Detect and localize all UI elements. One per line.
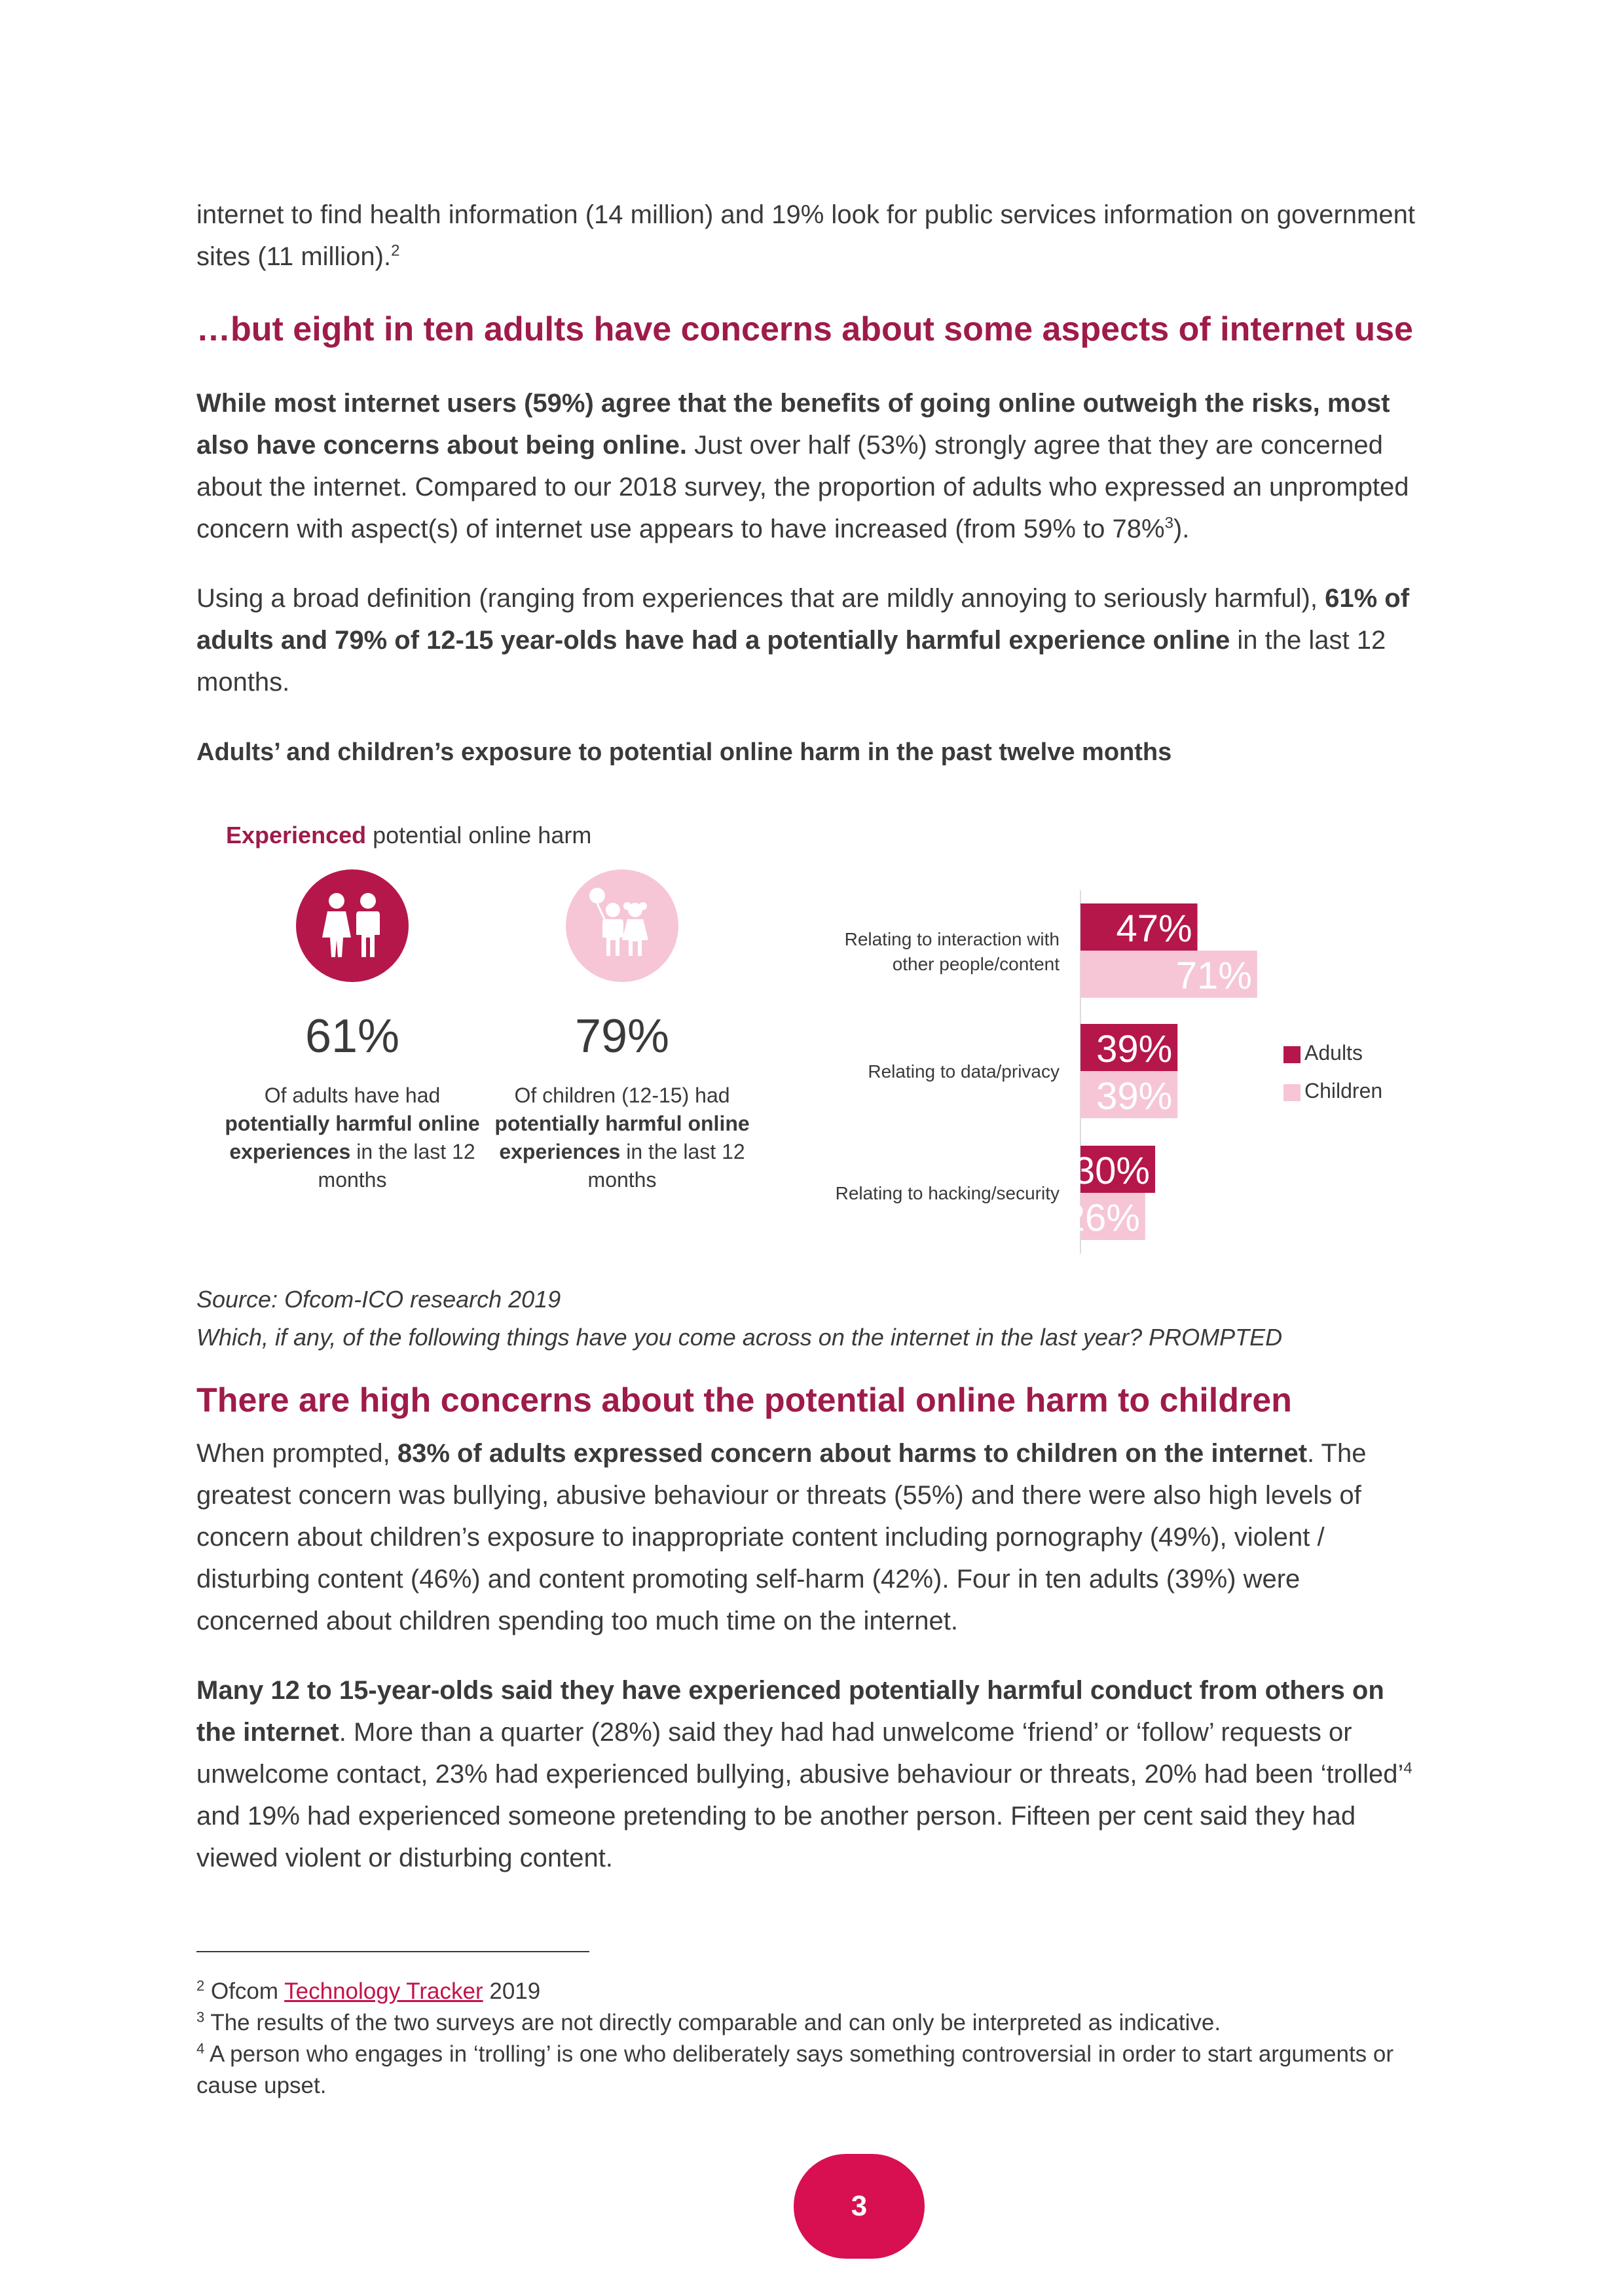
bar-value-label: 71% — [1175, 955, 1252, 997]
footnote-2-pre: Ofcom — [204, 1978, 285, 2004]
section1-p2-bold: 61% of adults and 79% of 12-15 year-olds have had a potentially harmful experience online — [196, 584, 1410, 655]
technology-tracker-link[interactable]: Technology Tracker — [284, 1978, 483, 2004]
footnote-3-num: 3 — [196, 2009, 205, 2026]
section1-p1-end: ). — [1173, 515, 1190, 543]
children-percentage: 79% — [574, 1010, 670, 1063]
section1-p2-end: in the last 12 months. — [196, 626, 1386, 697]
section2-paragraph-1 — [196, 1432, 1428, 1642]
bar-value-label: 26% — [1063, 1197, 1140, 1239]
category-label: Relating to hacking/security — [835, 1183, 1060, 1203]
intro-paragraph — [196, 194, 1428, 278]
section2-p1-start: When prompted, — [196, 1439, 397, 1468]
section1-p1-bold: While most internet users (59%) agree that the benefits of going online outweigh the risks, most also have concerns about being online. — [196, 389, 1390, 460]
source-line-1: Source: Ofcom-ICO research 2019 — [196, 1286, 561, 1313]
legend-adults-label: Adults — [1304, 1041, 1363, 1065]
children-desc-line1: Of children (12-15) had — [514, 1084, 730, 1107]
category-label: Relating to data/privacy — [868, 1061, 1060, 1082]
footnote-4-text: A person who engages in ‘trolling’ is one who deliberately says something controversial in order to start arguments or cause upset. — [196, 2041, 1394, 2098]
footnote-2-num: 2 — [196, 1977, 205, 1994]
footnote-3 — [196, 2007, 1428, 2039]
section1-paragraph-2 — [196, 577, 1428, 703]
children-desc-bold: potentially harmful online experiences — [494, 1112, 750, 1163]
section2-p2-text: . More than a quarter (28%) said they had had unwelcome ‘friend’ or ‘follow’ requests or unwelcome contact, 23% had experienced bullying, abusive behaviour or threats, 20% had been ‘trolled’ — [196, 1718, 1404, 1789]
section2-p2-end: and 19% had experienced someone pretending to be another person. Fifteen per cent said they had viewed violent or disturbing content. — [196, 1802, 1356, 1872]
experienced-rest: potential online harm — [366, 822, 592, 848]
adults-desc-bold: potentially harmful online experiences — [225, 1112, 480, 1163]
section2-p2-bold: Many 12 to 15-year-olds said they have experienced potentially harmful conduct from others on the internet — [196, 1676, 1384, 1747]
legend-children — [1283, 1079, 1382, 1103]
footnote-4 — [196, 2039, 1428, 2102]
section1-p1-text: Just over half (53%) strongly agree that they are concerned about the internet. Compared to our 2018 survey, the proportion of adults who expressed an unprompted concern with aspect(s) of internet use appears to have increased (from 59% to 78% — [196, 431, 1409, 543]
adults-percentage: 61% — [304, 1010, 400, 1063]
bar-value-label: 39% — [1096, 1075, 1173, 1118]
footnote-divider — [196, 1951, 589, 1952]
section2-heading: There are high concerns about the potential online harm to children — [196, 1381, 1292, 1419]
children-icon — [566, 869, 678, 982]
bar-value-label: 30% — [1073, 1150, 1150, 1192]
section1-heading: …but eight in ten adults have concerns about some aspects of internet use — [196, 310, 1413, 348]
footnote-2-post: 2019 — [483, 1978, 541, 2004]
legend-adults — [1283, 1041, 1363, 1065]
adults-desc-end: in the last 12 months — [318, 1140, 475, 1192]
section2-paragraph-2 — [196, 1669, 1428, 1879]
bar-value-label: 47% — [1116, 907, 1192, 950]
section1-paragraph-1 — [196, 382, 1428, 550]
legend-children-label: Children — [1304, 1079, 1383, 1102]
section2-p1-text: . The greatest concern was bullying, abusive behaviour or threats (55%) and there were also high levels of concern about children’s exposure to inappropriate content including pornography (49%), violent / disturbing content (46%) and content promoting self-harm (42%). Four in ten adults (39%) were concerned about children spending too much time on the internet. — [196, 1439, 1367, 1635]
legend-children-swatch — [1283, 1084, 1301, 1101]
adults-icon — [296, 869, 409, 982]
section2-p1-bold: 83% of adults expressed concern about harms to children on the internet — [397, 1439, 1308, 1468]
footnote-ref-4[interactable]: 4 — [1403, 1759, 1412, 1777]
page-number-badge: 3 — [794, 2154, 925, 2259]
children-balloon-icon — [566, 869, 678, 982]
exposure-bar-chart — [805, 877, 1342, 1257]
section1-p2-text: Using a broad definition (ranging from experiences that are mildly annoying to seriously harmful), — [196, 584, 1325, 613]
adults-desc-line1: Of adults have had — [264, 1084, 441, 1107]
legend-adults-swatch — [1283, 1046, 1301, 1063]
category-label: Relating to interaction with other people/content — [844, 929, 1060, 974]
children-description — [485, 1082, 760, 1194]
adult-couple-icon — [296, 869, 409, 982]
adults-description — [215, 1082, 490, 1194]
footnote-2 — [196, 1976, 1428, 2007]
footnote-4-num: 4 — [196, 2040, 205, 2057]
footnotes — [196, 1976, 1428, 2102]
source-line-2: Which, if any, of the following things have you come across on the internet in the last year? PROMPTED — [196, 1324, 1283, 1351]
experienced-accent: Experienced — [226, 822, 367, 848]
footnote-ref-3[interactable]: 3 — [1164, 514, 1173, 532]
source-note — [196, 1281, 1282, 1357]
footnote-ref-2[interactable]: 2 — [391, 242, 400, 260]
children-desc-end: in the last 12 months — [587, 1140, 745, 1192]
experienced-label — [226, 822, 591, 849]
intro-text: internet to find health information (14 million) and 19% look for public services information on government sites (11 million). — [196, 200, 1415, 271]
footnote-3-text: The results of the two surveys are not directly comparable and can only be interpreted as indicative. — [204, 2010, 1221, 2035]
chart-heading: Adults’ and children’s exposure to potential online harm in the past twelve months — [196, 738, 1172, 766]
bar-value-label: 39% — [1096, 1028, 1173, 1070]
